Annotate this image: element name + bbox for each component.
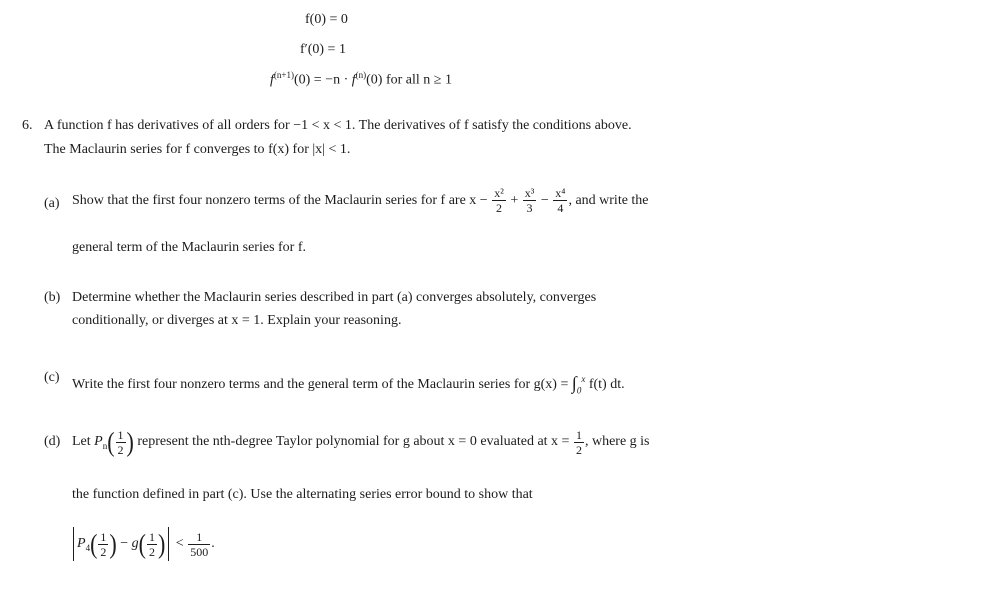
- part-d-let: Let: [72, 434, 91, 450]
- problem-intro-line2: [44, 142, 350, 158]
- part-c-text: [72, 366, 625, 404]
- fraction-one-half: $\frac{1}{2}$: [575, 427, 582, 457]
- part-a-text: Show that the first four nonzero terms of the Maclaurin series for f are x − $\frac{\text{x²}}{2}$ + $\frac{\text{x³}}{3}$ − $\frac{\text{x⁴}}{4}$ , and write the: [72, 186, 649, 216]
- part-a-text-after: , and write the: [568, 193, 649, 208]
- part-d-end: , where g is: [584, 434, 650, 450]
- problem-intro-line1: A function f has derivatives of all orders for −1 < x < 1. The derivatives of f satisfy the conditions above.: [44, 118, 632, 133]
- part-b-line1: Determine whether the Maclaurin series described in part (a) converges absolutely, converges: [72, 290, 597, 305]
- part-a-label: (a): [44, 196, 60, 211]
- condition-fprime0: f′(0) = 1: [300, 42, 346, 57]
- part-a-text-before: Show that the first four nonzero terms of the Maclaurin series for f are x −: [72, 193, 488, 208]
- part-d-mid: represent the nth-degree Taylor polynomial for g about x = 0 evaluated at x =: [137, 434, 570, 450]
- part-d-label: (d): [44, 434, 61, 449]
- part-c-integrand: f(t) dt.: [588, 377, 625, 393]
- problem-intro-line2-a: The Maclaurin series for f converges to: [44, 142, 269, 157]
- problem-intro-line2-b: f(x) for |x| < 1.: [268, 142, 351, 157]
- condition-recurrence-tail: (0) for all n ≥ 1: [366, 72, 452, 88]
- part-a-line2: general term of the Maclaurin series for f.: [72, 240, 307, 255]
- condition-recurrence: $f^{(n+1)}(0) = -n \cdot f^{(n)}(0)$ for all n ≥ 1: [270, 70, 452, 88]
- part-c-text-main: Write the first four nonzero terms and the general term of the Maclaurin series for g(x) =: [72, 377, 569, 393]
- part-d-line2: the function defined in part (c). Use the alternating series error bound to show that: [72, 487, 533, 502]
- fraction-x4-over-4: $\frac{\text{x⁴}}{4}$: [555, 186, 566, 216]
- part-d-text: [72, 424, 650, 464]
- problem-number: 6.: [22, 118, 33, 133]
- integral-sign: $\int_0^x$: [571, 373, 586, 396]
- fraction-x3-over-3: $\frac{\text{x³}}{3}$: [524, 186, 535, 216]
- error-bound-inequality: $P_4$( $\frac{1}{2}$ ) − g( $\frac{1}{2}$ ) < $\frac{1}{500}$ .: [70, 524, 215, 568]
- part-b-line2: conditionally, or diverges at x = 1. Explain your reasoning.: [72, 313, 402, 328]
- taylor-poly-pn: $P_n$( $\frac{1}{2}$ ): [94, 425, 134, 457]
- condition-f0: f(0) = 0: [305, 12, 348, 27]
- fraction-bound: $\frac{1}{500}$: [190, 529, 209, 559]
- part-b-label: (b): [44, 290, 61, 305]
- part-c-label: (c): [44, 370, 60, 385]
- fraction-x2-over-2: $\frac{\text{x²}}{2}$: [494, 186, 504, 216]
